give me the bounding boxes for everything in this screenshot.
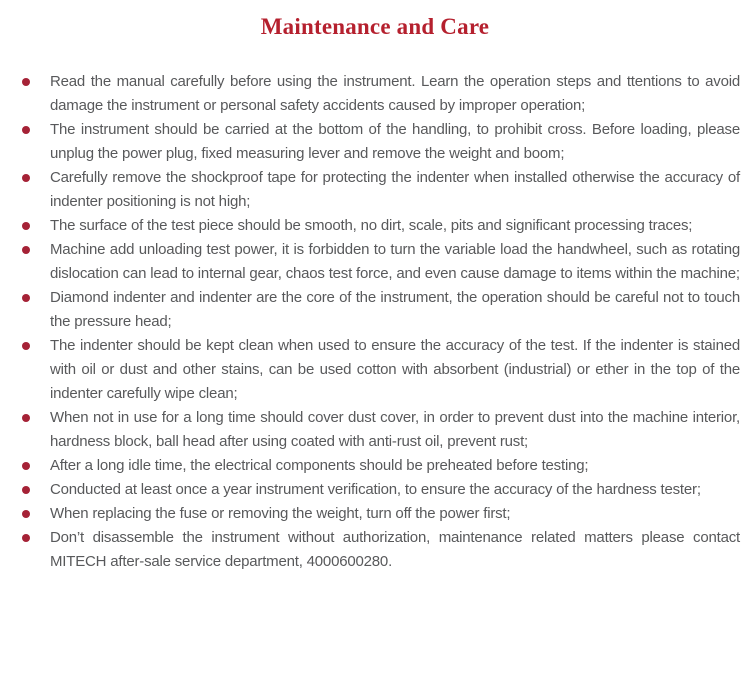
list-item-text: Read the manual carefully before using the instrument. Learn the operation steps and ttentions to avoid damage the instrument or personal safety accidents caused by improper operation;	[50, 73, 740, 114]
list-item	[20, 286, 740, 334]
list-item	[20, 478, 740, 502]
list-item	[20, 166, 740, 214]
bullet-icon	[22, 462, 30, 470]
list-item-text: Carefully remove the shockproof tape for protecting the indenter when installed otherwise the accuracy of indenter positioning is not high;	[50, 169, 740, 210]
list-item-text: When replacing the fuse or removing the weight, turn off the power first;	[50, 505, 511, 522]
list-item-text: The surface of the test piece should be smooth, no dirt, scale, pits and significant processing traces;	[50, 217, 693, 234]
bullet-icon	[22, 342, 30, 350]
list-item-text: After a long idle time, the electrical components should be preheated before testing;	[50, 457, 589, 474]
list-item	[20, 70, 740, 118]
page-title: Maintenance and Care	[260, 14, 490, 39]
bullet-icon	[22, 486, 30, 494]
bullet-icon	[22, 534, 30, 542]
bullet-icon	[22, 78, 30, 86]
bullet-icon	[22, 246, 30, 254]
list-item-text: When not in use for a long time should cover dust cover, in order to prevent dust into the machine interior, hardness block, ball head after using coated with anti-rust oil, prevent rust;	[50, 409, 740, 450]
bullet-icon	[22, 222, 30, 230]
bullet-icon	[22, 126, 30, 134]
list-item-text: The indenter should be kept clean when used to ensure the accuracy of the test. If the indenter is stained with oil or dust and other stains, can be used cotton with absorbent (industrial) or ether in the top of the indenter carefully wipe clean;	[50, 337, 740, 402]
list-item-text: Diamond indenter and indenter are the core of the instrument, the operation should be careful not to touch the pressure head;	[50, 289, 740, 330]
bullet-icon	[22, 414, 30, 422]
list-item-text: Don’t disassemble the instrument without authorization, maintenance related matters please contact MITECH after-sale service department, 4000600280.	[50, 529, 740, 570]
list-item	[20, 454, 740, 478]
list-item	[20, 406, 740, 454]
list-item	[20, 214, 740, 238]
list-item	[20, 334, 740, 406]
list-item	[20, 502, 740, 526]
list-item	[20, 238, 740, 286]
bullet-icon	[22, 174, 30, 182]
list-item	[20, 526, 740, 574]
list-item-text: Conducted at least once a year instrument verification, to ensure the accuracy of the hardness tester;	[50, 481, 701, 498]
list-item	[20, 118, 740, 166]
bullet-icon	[22, 510, 30, 518]
maintenance-list	[0, 70, 750, 574]
list-item-text: The instrument should be carried at the bottom of the handling, to prohibit cross. Before loading, please unplug the power plug, fixed measuring lever and remove the weight and boom;	[50, 121, 740, 162]
list-item-text: Machine add unloading test power, it is forbidden to turn the variable load the handwheel, such as rotating dislocation can lead to internal gear, chaos test force, and even cause damage to items within the machine;	[50, 241, 740, 282]
bullet-icon	[22, 294, 30, 302]
